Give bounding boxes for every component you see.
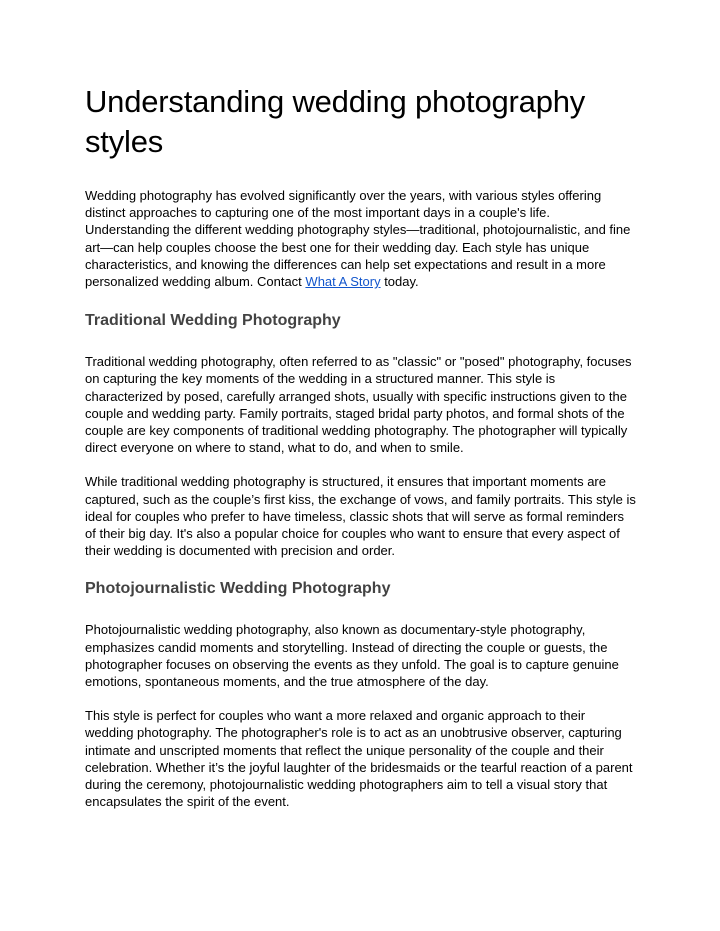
paragraph-photojournalistic-1: Photojournalistic wedding photography, also known as documentary-style photography, emphasizes candid moments and storytelling. Instead of directing the couple or guests, the photographer focuses on observing the events as they unfold. The goal is to capture genuine emotions, spontaneous moments, and the true atmosphere of the day. xyxy=(85,622,619,690)
section-heading-traditional: Traditional Wedding Photography xyxy=(85,312,341,330)
page-title: Understanding wedding photography styles xyxy=(85,84,586,159)
intro-paragraph xyxy=(85,187,636,290)
intro-text: Wedding photography has evolved significantly over the years, with various styles offering distinct approaches to capturing one of the most important days in a couple's life. Understanding the different wedding photography styles—traditional, photojournalistic, and fine art—can help couples choose the best one for their wedding day. Each style has unique characteristics, and knowing the differences can help set expectations and result in a more personalized wedding album. Contact xyxy=(85,188,631,290)
paragraph-traditional-1: Traditional wedding photography, often referred to as "classic" or "posed" photography, focuses on capturing the key moments of the wedding in a structured manner. This style is characterized by posed, carefully arranged shots, usually with specific instructions given to the couple and wedding party. Family portraits, staged bridal party photos, and formal shots of the couple are key components of traditional wedding photography. The photographer will typically direct everyone on where to stand, what to do, and when to smile. xyxy=(85,354,632,456)
intro-text-end: today. xyxy=(380,274,419,290)
paragraph-photojournalistic-2: This style is perfect for couples who want a more relaxed and organic approach to their wedding photography. The photographer's role is to act as an unobtrusive observer, capturing intimate and unscripted moments that reflect the unique personality of the couple and their celebration. Whether it’s the joyful laughter of the bridesmaids or the tearful reaction of a parent during the ceremony, photojournalistic wedding photographers aim to tell a visual story that encapsulates the spirit of the event. xyxy=(85,708,633,810)
what-a-story-link[interactable]: What A Story xyxy=(305,274,381,290)
section-heading-photojournalistic: Photojournalistic Wedding Photography xyxy=(85,580,391,598)
paragraph-traditional-2: While traditional wedding photography is structured, it ensures that important moments are captured, such as the couple’s first kiss, the exchange of vows, and family portraits. This style is ideal for couples who prefer to have timeless, classic shots that will serve as formal reminders of their big day. It's also a popular choice for couples who want to ensure that every aspect of their wedding is documented with precision and order. xyxy=(85,474,636,559)
